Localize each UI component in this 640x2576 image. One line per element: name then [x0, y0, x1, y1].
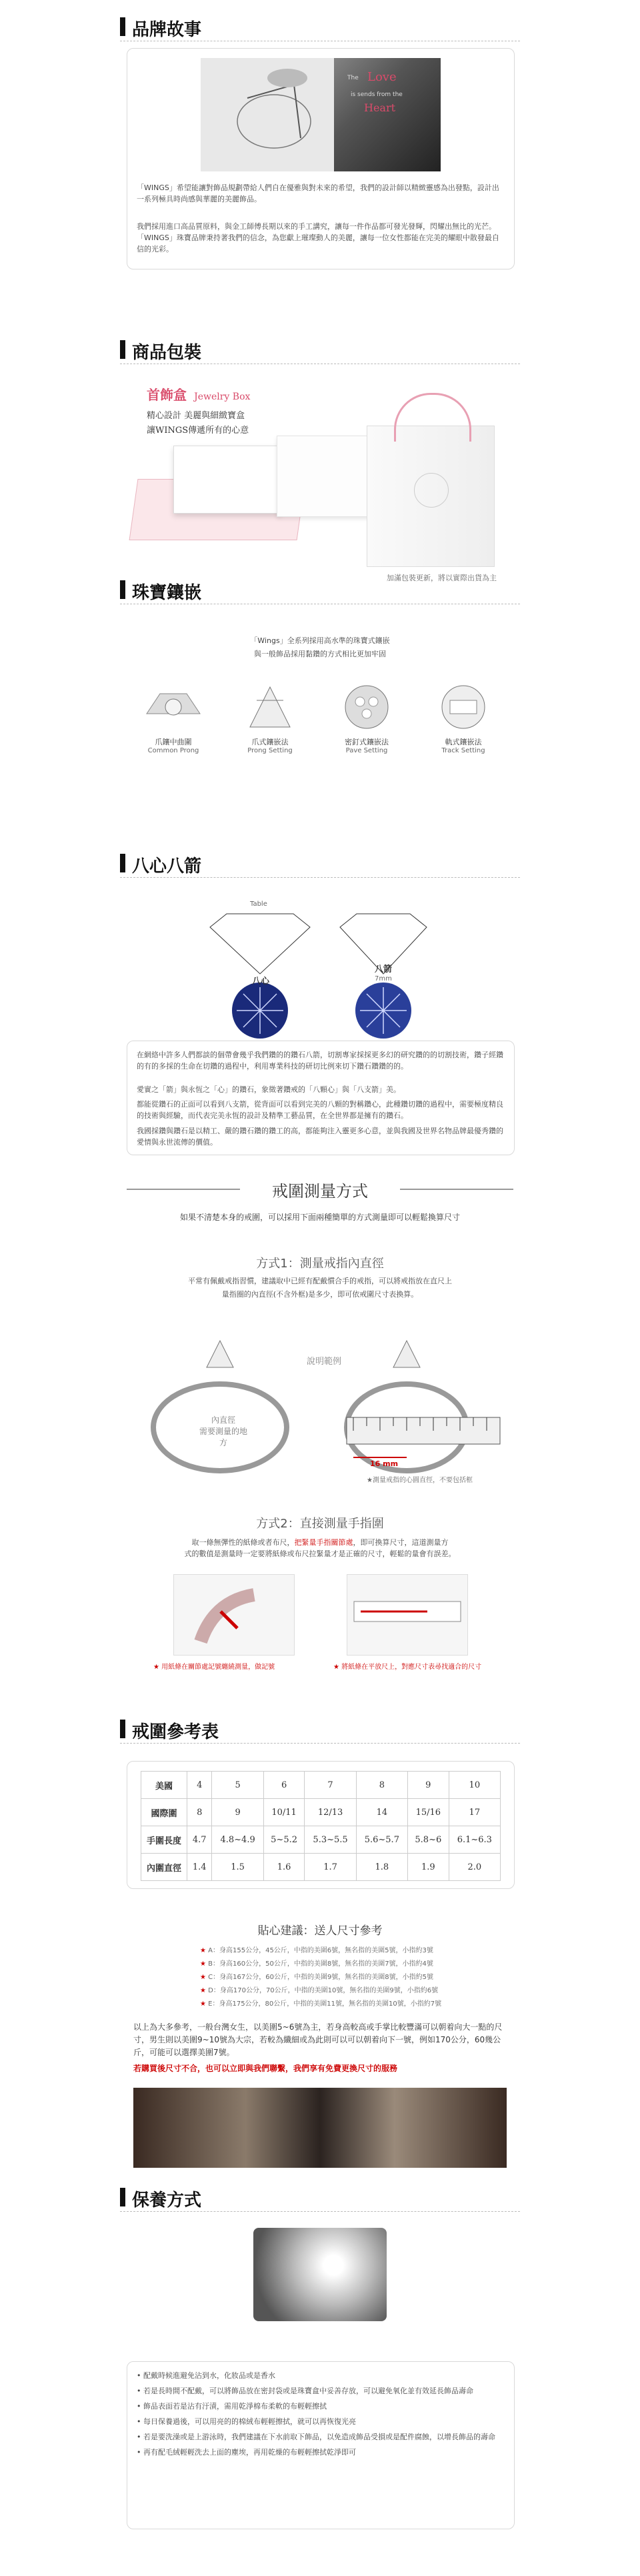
setting-item [133, 680, 213, 754]
size-cell: 6.1~6.3 [449, 1826, 500, 1854]
advice-text: A：身高155公分，45公斤，中指的美圍6號，無名指的美圍5號，小指約3號 [208, 1947, 433, 1954]
text-part: ，即可換算尺寸，這道測量方 [353, 1538, 449, 1547]
method-2-caption-2 [333, 1661, 507, 1671]
size-cell: 1.9 [408, 1854, 449, 1881]
shopping-bag-image [367, 426, 495, 567]
advice-item: ★ E：身高175公分，80公斤，中指的美圍11號，無名指的美圍10號，小指約7號 [200, 2000, 442, 2008]
size-row-header: 內圍直徑 [141, 1854, 187, 1881]
setting-label-zh: 爪鑲中曲圍 [155, 738, 192, 746]
ring-photo-strip [133, 2088, 507, 2168]
setting-intro-1: 「Wings」全系列採用高水準的珠寶式鑲嵌 [250, 636, 390, 645]
ruler-measurement: 16 mm [370, 1459, 399, 1468]
size-cell: 1.4 [187, 1854, 212, 1881]
advice-list [200, 1944, 467, 2011]
advice-item: ★ D：身高170公分，70公斤，中指的美圍10號，無名指的美圍9號，小指約6號 [200, 1987, 439, 1994]
setting-label-zh: 密釘式鑲嵌法 [345, 738, 389, 746]
size-cell: 5.6~5.7 [356, 1826, 407, 1854]
size-cell: 5.3~5.5 [305, 1826, 356, 1854]
size-exchange-notice: 若購買後尺寸不合，也可以立即與我們聯繫，我們享有免費更換尺寸的服務 [133, 2064, 398, 2073]
packaging-line-1: 精心設計 美麗與細緻寶盒 [147, 411, 245, 421]
caption-text: ★ 將紙條在平放尺上，對應尺寸表尋找適合的尺寸 [333, 1664, 482, 1671]
header-bar [120, 1720, 125, 1738]
hearts-paragraph: 我國採鑽與鑽石是以精工、嚴的鑽石鑽的鑽工的高，都能夠注入靈更多心意，並與我國及世界名物品牌最優秀鑽的愛情與永世流傳的價值。 [137, 1127, 503, 1147]
method-2-title: 方式2：直接測量手指圍 [256, 1517, 384, 1531]
setting-label-en: Common Prong [147, 747, 199, 754]
measure-header [127, 1174, 513, 1207]
love-heart: Heart [364, 101, 396, 114]
size-cell: 8 [356, 1772, 407, 1799]
section-title: 戒圍參考表 [132, 1722, 219, 1742]
method-1-illustration [140, 1314, 513, 1487]
section-header-brand [120, 12, 520, 41]
size-cell: 1.5 [212, 1854, 263, 1881]
label-arrows: 八箭 [375, 964, 393, 975]
size-cell: 5 [212, 1772, 263, 1799]
section-header-packaging [120, 335, 520, 364]
setting-item [423, 680, 503, 754]
method-2-text [153, 1537, 487, 1559]
care-text: 若是要洗澡或是上游泳時，我們建議在下水前取下飾品，以免造成飾品受損或是配件腐蝕，以增長飾品的壽命 [143, 2433, 495, 2441]
care-item: • 每日保養過後，可以用亮的的棉絨布輕輕擦拭，就可以再恢復光亮 [137, 2417, 356, 2426]
packaging-note: 加滿包裝更新，將以實際出貨為主 [387, 574, 497, 582]
section-header-care [120, 2182, 520, 2212]
size-cell: 12/13 [305, 1799, 356, 1826]
section-header-setting [120, 575, 520, 604]
size-cell: 17 [449, 1799, 500, 1826]
advice-text: D：身高170公分，70公斤，中指的美圍10號，無名指的美圍9號，小指約6號 [208, 1987, 439, 1994]
size-row-header: 手圍長度 [141, 1826, 187, 1854]
header-bar [120, 17, 125, 36]
hearts-paragraph: 都能從鑽石的正面可以看到八支箭，從背面可以看到完美的八顆的對稱鑽心，此種鑽切鑽的過程中，需要極度精良的技術與經驗，而代表完美永恆的設計及精準工藝品質，在全世界都是擁有的鑽石。 [137, 1100, 503, 1120]
size-table-row [141, 1854, 501, 1881]
size-table-row [141, 1826, 501, 1854]
inner-diameter-hint: 需要測量的地方 [199, 1427, 247, 1447]
packaging-line-2: 讓WINGS傳遞所有的心意 [147, 426, 249, 436]
bag-handle [394, 393, 471, 442]
size-table [141, 1771, 501, 1881]
jewelry-box-lid [173, 446, 281, 514]
section-title: 商品包裝 [132, 343, 202, 363]
size-cell: 1.6 [263, 1854, 305, 1881]
care-text: 若是長時間不配戴，可以將飾品放在密封袋或是珠寶盒中妥善存放，可以避免氧化並有效延長飾品壽命 [143, 2387, 473, 2395]
care-text: 配戴時候進避免沾到水，化妝品或是香水 [143, 2371, 275, 2380]
setting-item [230, 680, 310, 754]
text-part: 式的數值是測量時一定要將紙條或布尺拉緊量才是正確的尺寸，輕鬆的量會有誤差。 [184, 1549, 456, 1558]
size-table-body [141, 1772, 501, 1881]
size-table-row [141, 1799, 501, 1826]
section-title: 保養方式 [132, 2190, 202, 2210]
track-setting-image [430, 680, 497, 734]
size-cell: 6 [263, 1772, 305, 1799]
header-bar [120, 854, 125, 872]
inner-label [197, 1414, 250, 1448]
advice-text: E：身高175公分，80公斤，中指的美圍11號，無名指的美圍10號，小指約7號 [208, 2000, 442, 2008]
section-title: 八心八箭 [132, 856, 202, 876]
prong-setting-image [237, 680, 303, 734]
common-prong-image [140, 680, 207, 734]
label-hearts: 八心 [252, 977, 270, 987]
love-text-2: is sends from the [351, 91, 403, 98]
size-cell: 15/16 [408, 1799, 449, 1826]
size-cell: 1.8 [356, 1854, 407, 1881]
size-cell: 14 [356, 1799, 407, 1826]
setting-label-zh: 爪式鑲嵌法 [251, 738, 289, 746]
hearts-text-card [127, 1041, 515, 1155]
finger-wrap-image [173, 1574, 295, 1656]
brand-paragraph-1: 「WINGS」希望能讓對飾品規劃帶給人們自在優雅與對未來的希望，我們的設計師以精緻靈感為出發點，設計出一系列極具時尚感與華麗的美麗飾品。 [137, 183, 499, 203]
section-header-sizes [120, 1714, 520, 1744]
care-list-card [127, 2361, 515, 2529]
divider [120, 2211, 520, 2212]
divider [120, 1743, 520, 1744]
love-word: Love [367, 70, 397, 84]
size-cell: 7 [305, 1772, 356, 1799]
size-cell: 4.8~4.9 [212, 1826, 263, 1854]
care-item: • 再有配毛絨輕輕洗去上面的塵埃，再用乾燥的布輕輕擦拭乾淨即可 [137, 2448, 356, 2457]
size-row-header: 國際圍 [141, 1799, 187, 1826]
love-text-1: The [347, 75, 359, 81]
header-bar [120, 580, 125, 599]
method-1-note: ★測量戒指的心圓直徑，不要包括框 [367, 1477, 473, 1484]
care-text: 飾品表面若是沾有汙漬，需用乾淨棉布柔軟的布輕輕擦拭 [143, 2402, 327, 2411]
size-cell: 5~5.2 [263, 1826, 305, 1854]
method-1-title: 方式1：測量戒指內直徑 [256, 1257, 384, 1271]
size-cell: 2.0 [449, 1854, 500, 1881]
header-bar [120, 340, 125, 359]
eye-diamond-image [253, 2228, 387, 2321]
gift-card-image [277, 436, 371, 517]
header-bar [120, 2188, 125, 2206]
diamond-diagram [200, 887, 440, 1041]
size-cell: 10/11 [263, 1799, 305, 1826]
setting-label-en: Pave Setting [345, 747, 388, 754]
section-title: 珠寶鑲嵌 [132, 583, 202, 603]
inner-diameter-label: 內直徑 [211, 1415, 235, 1425]
box-title-en: Jewelry Box [194, 392, 251, 402]
size-cell: 9 [212, 1799, 263, 1826]
brand-card [127, 48, 515, 269]
care-text: 每日保養過後，可以用亮的的棉絨布輕輕擦拭，就可以再恢復光亮 [143, 2417, 356, 2426]
advice-item: ★ A：身高155公分，45公斤，中指的美圍6號，無名指的美圍5號，小指約3號 [200, 1947, 433, 1954]
brand-paragraph-2: 我們採用進口高品質原料，與金工師傅長期以來的手工講究，讓每一件作品都可發光發輝，閃耀出無比的光芒。「WINGS」珠寶品牌秉持著我們的信念，為您獻上璀璨動人的美麗，讓每一位女性都能在完美的耀眼中散發最自信的光彩。 [137, 222, 499, 253]
section-header-hearts [120, 848, 520, 878]
size-cell: 1.7 [305, 1854, 356, 1881]
care-list [137, 2370, 503, 2462]
setting-label-en: Track Setting [441, 747, 485, 754]
hearts-diagram [200, 887, 440, 1041]
setting-item [327, 680, 407, 754]
size-table-card [127, 1761, 515, 1889]
measure-subtitle: 如果不清楚本身的戒圍，可以採用下面兩種簡單的方式測量即可以輕鬆換算尺寸 [179, 1213, 460, 1222]
measure-title: 戒圍測量方式 [240, 1178, 400, 1201]
setting-gallery [133, 680, 507, 814]
method-1-text: 量指圈的內直徑(不含外框)是多少，即可依戒圍尺寸表換算。 [221, 1290, 419, 1299]
size-explanation: 以上為大多參考，一般台灣女生，以美圍5~6號為主，若身高較高或手掌比較豐滿可以朝着向大一點的尺寸，男生則以美圍9~10號為大宗，若較為纖細或為此則可以可以朝着向下一號，例如170公分，60幾公斤，可能可以選擇美圍7號。 [133, 2022, 503, 2057]
dimension-label: Table [250, 900, 267, 908]
size-cell: 5.8~6 [408, 1826, 449, 1854]
brand-sketch-image [201, 58, 441, 171]
size-cell: 10 [449, 1772, 500, 1799]
setting-intro-2: 與一般飾品採用黏鑽的方式相比更加牢固 [254, 650, 386, 658]
ring-illustration [140, 1314, 513, 1487]
example-label: 說明範例 [307, 1357, 342, 1367]
care-item: • 配戴時候進避免沾到水，化妝品或是香水 [137, 2371, 275, 2380]
bag-logo [414, 473, 449, 508]
care-item: • 飾品表面若是沾有汙漬，需用乾淨棉布柔軟的布輕輕擦拭 [137, 2402, 327, 2411]
size-row-header: 美國 [141, 1772, 187, 1799]
advice-title: 貼心建議：送人尺寸參考 [257, 1924, 383, 1938]
dimension-label: 7mm [375, 975, 392, 983]
advice-text: B：身高160公分，50公斤，中指的美圍8號，無名指的美圍7號，小指約4號 [208, 1960, 433, 1968]
box-title: 首飾盒 [147, 387, 187, 403]
setting-label-zh: 軌式鑲嵌法 [445, 738, 482, 746]
paper-ruler-image [347, 1574, 468, 1656]
method-2-caption-1 [153, 1661, 307, 1671]
text-part: 取一條無彈性的紙條或者布尺， [191, 1538, 295, 1547]
packaging-panel [133, 379, 513, 592]
pave-setting-image [333, 680, 400, 734]
size-cell: 9 [408, 1772, 449, 1799]
advice-text: C：身高167公分，60公斤，中指的美圍9號，無名指的美圍8號，小指約5號 [208, 1974, 434, 1981]
method-1-text: 平常有佩戴戒指習慣，建議取中已經有配戴慣合手的戒指，可以將戒指放在直尺上 [188, 1277, 452, 1285]
hearts-paragraph: 愛實之「箭」與永恆之「心」的鑽石，象徵著鑽戒的「八顆心」與「八支箭」美。 [137, 1085, 401, 1094]
advice-item: ★ B：身高160公分，50公斤，中指的美圍8號，無名指的美圍7號，小指約4號 [200, 1960, 433, 1968]
size-cell: 8 [187, 1799, 212, 1826]
divider [120, 877, 520, 878]
box-title-row [147, 384, 250, 404]
advice-item: ★ C：身高167公分，60公斤，中指的美圍9號，無名指的美圍8號，小指約5號 [200, 1974, 434, 1981]
hearts-paragraph: 在網絡中許多人們都談的個帶會幾乎我們鑽的的鑽石八箭，切割專家採採更多幻的研究鑽的的切割技術，鑽子經鑽的有的多採的生命在切鑽的過程中，利用專業科技的研切比例來切下鑽石鑽鑽的的。 [137, 1051, 503, 1071]
size-cell: 4.7 [187, 1826, 212, 1854]
section-title: 品牌故事 [132, 20, 202, 40]
care-item: • 若是要洗澡或是上游泳時，我們建議在下水前取下飾品，以免造成飾品受損或是配件腐蝕，以增長飾品的壽命 [137, 2433, 495, 2441]
size-cell: 4 [187, 1772, 212, 1799]
text-highlight: 把緊量手指關節處 [294, 1538, 353, 1547]
care-item: • 若是長時間不配戴，可以將飾品放在密封袋或是珠寶盒中妥善存放，可以避免氧化並有效延長飾品壽命 [137, 2387, 473, 2395]
care-text: 再有配毛絨輕輕洗去上面的塵埃，再用乾燥的布輕輕擦拭乾淨即可 [143, 2448, 356, 2457]
setting-label-en: Prong Setting [247, 747, 293, 754]
caption-text: ★ 用紙條在關節處記號纏繞測量，做記號 [153, 1664, 275, 1671]
size-table-row [141, 1772, 501, 1799]
